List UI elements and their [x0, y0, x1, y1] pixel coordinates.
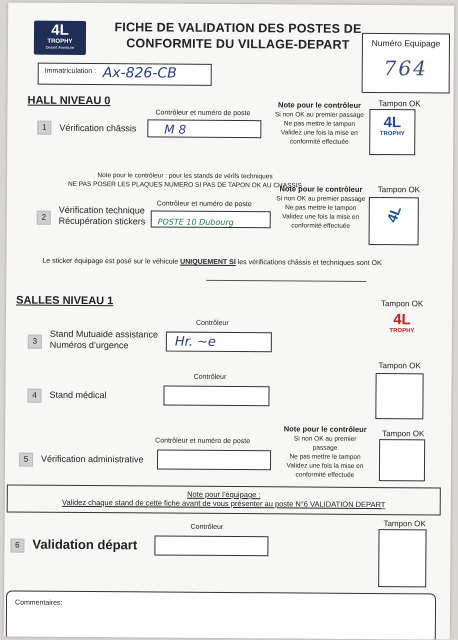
sticker-note [42, 258, 381, 267]
note-line: conformité effectuée [289, 138, 349, 146]
step6-tampon-label: Tampon OK [383, 519, 426, 529]
note-line: Si non OK au premier [276, 195, 339, 203]
step4-label: Stand médical [49, 389, 107, 401]
step2-controleur-field[interactable] [151, 210, 271, 228]
step3-number: 3 [28, 335, 42, 349]
crew-note-box [7, 484, 441, 515]
logo-small-text: TROPHY [47, 38, 73, 45]
validation-sheet [4, 2, 454, 639]
note-line: Si non OK au premier [293, 435, 357, 443]
page-title [108, 19, 368, 53]
step3-controleur-label: Contrôleur [195, 319, 229, 327]
step3-tampon-label: Tampon OK [380, 299, 424, 309]
step2-tampon-label: Tampon OK [377, 185, 421, 195]
sticker-note-key: UNIQUEMENT SI [180, 258, 236, 267]
step2-stamp-box[interactable] [369, 197, 419, 245]
immatriculation-field[interactable] [38, 63, 212, 86]
step5-controleur-label: Contrôleur et numéro de poste [155, 437, 251, 446]
step6-controleur-label: Contrôleur [190, 523, 224, 531]
step3-stamp[interactable] [384, 311, 420, 345]
step1-controleur-field[interactable] [147, 119, 261, 138]
step3-controleur-value: Hr. ~e [174, 334, 216, 350]
step6-controleur-field[interactable] [154, 535, 268, 556]
stamp-trophy-text: TROPHY [379, 131, 405, 138]
step2-label-line2: Récupération stickers [58, 215, 146, 227]
note-title: Note pour le contrôleur [279, 184, 363, 194]
step2-label-line1: Vérification technique [58, 204, 145, 216]
step1-tampon-label: Tampon OK [378, 99, 421, 109]
step6-label: Validation départ [32, 536, 138, 553]
step5-tampon-label: Tampon OK [382, 429, 425, 439]
logo-big-text: 4L [51, 21, 69, 39]
step4-controleur-label: Contrôleur [193, 373, 227, 381]
step4-stamp-box[interactable] [375, 373, 423, 419]
step4-controleur-field[interactable] [163, 386, 269, 407]
comments-box[interactable] [6, 590, 436, 639]
step4-number: 4 [27, 389, 41, 403]
team-number-label: Numéro Equipage [371, 37, 441, 49]
step1-controleur-label: Contrôleur et numéro de poste [155, 109, 251, 118]
note-line: Validez une fois la mise en [286, 462, 364, 470]
sticker-note-post: les vérifications châssis et techniques sont OK [235, 259, 382, 268]
step6-number: 6 [10, 538, 24, 552]
step1-label: Vérification châssis [59, 122, 137, 134]
team-number-box[interactable] [362, 33, 450, 94]
step3-label-line2: Numéros d’urgence [49, 339, 129, 351]
step5-stamp-box[interactable] [379, 439, 425, 481]
step2-controleur-value: POSTE 10 Dubourg [157, 217, 234, 228]
4l-trophy-logo [34, 21, 86, 55]
warning-line-1: Note pour le contrôleur : pour les stands de vérifs techniques [97, 172, 273, 181]
note-line: passage [312, 444, 338, 452]
note-line: Ne pas mettre le tampon [283, 120, 355, 128]
step2-note [271, 184, 371, 231]
section-salles: SALLES NIVEAU 1 [16, 294, 114, 308]
team-number-value: 764 [383, 56, 428, 81]
step1-controleur-value: M 8 [164, 122, 187, 137]
note-line: Ne pas mettre le tampon [285, 204, 357, 212]
step3-label-line1: Stand Mutuaide assistance [49, 328, 159, 340]
title-line-1: FICHE DE VALIDATION DES POSTES DE [114, 20, 362, 36]
note-line: Si non OK au premier [274, 111, 338, 119]
step5-label: Vérification administrative [40, 453, 144, 465]
logo-tiny-text: Desert Aventure [45, 44, 75, 50]
stamp-4l-text: 4L [383, 203, 405, 225]
step3-label [50, 329, 158, 352]
stamp-4l-text: 4L [393, 311, 411, 329]
crew-note-title: Note pour l’équipage : [187, 489, 261, 500]
step3-controleur-field[interactable] [166, 332, 272, 353]
note-line: conformité effectuée [291, 222, 351, 230]
note-title: Note pour le contrôleur [283, 424, 367, 434]
note-line: conformité effectuée [295, 471, 355, 479]
step5-controleur-field[interactable] [157, 450, 271, 471]
step1-note [269, 100, 369, 147]
crew-note-text: Validez chaque stand de cette fiche avant de vous présenter au poste N°6 VALIDATION DEPART [62, 497, 386, 510]
note-title: Note pour le contrôleur [278, 100, 361, 110]
title-line-2: CONFORMITE DU VILLAGE-DEPART [126, 36, 350, 52]
step2-number: 2 [37, 211, 51, 225]
warning-line-2: NE PAS POSER LES PLAQUES NUMERO SI PAS DE TAPON OK AU CHASSIS [67, 180, 302, 190]
step2-label [59, 205, 146, 228]
note-line: Validez une fois la mise en [280, 129, 358, 137]
step4-tampon-label: Tampon OK [378, 361, 421, 371]
step5-note [275, 424, 375, 480]
immatriculation-label: Immatriculation : [44, 67, 97, 76]
note-line: Ne pas mettre le tampon [289, 453, 361, 461]
step6-stamp-box[interactable] [378, 529, 426, 587]
immatriculation-value: Ax-826-CB [102, 65, 177, 82]
note-line: passage [339, 111, 364, 119]
divider [206, 280, 366, 282]
step1-stamp-box[interactable] [369, 109, 415, 155]
step5-number: 5 [19, 453, 33, 467]
comments-label: Commentaires: [15, 599, 63, 607]
stamp-4l-text: 4L [383, 114, 402, 132]
stamp-trophy-text: TROPHY [389, 328, 415, 335]
step2-controleur-label: Contrôleur et numéro de poste [156, 200, 252, 209]
sticker-note-pre: Le sticker équipage est posé sur le véhicule [42, 257, 181, 266]
section-hall: HALL NIVEAU 0 [27, 94, 111, 108]
note-line: Validez une fois la mise en [282, 213, 360, 221]
note-line: passage [340, 195, 366, 203]
step1-number: 1 [37, 121, 51, 135]
